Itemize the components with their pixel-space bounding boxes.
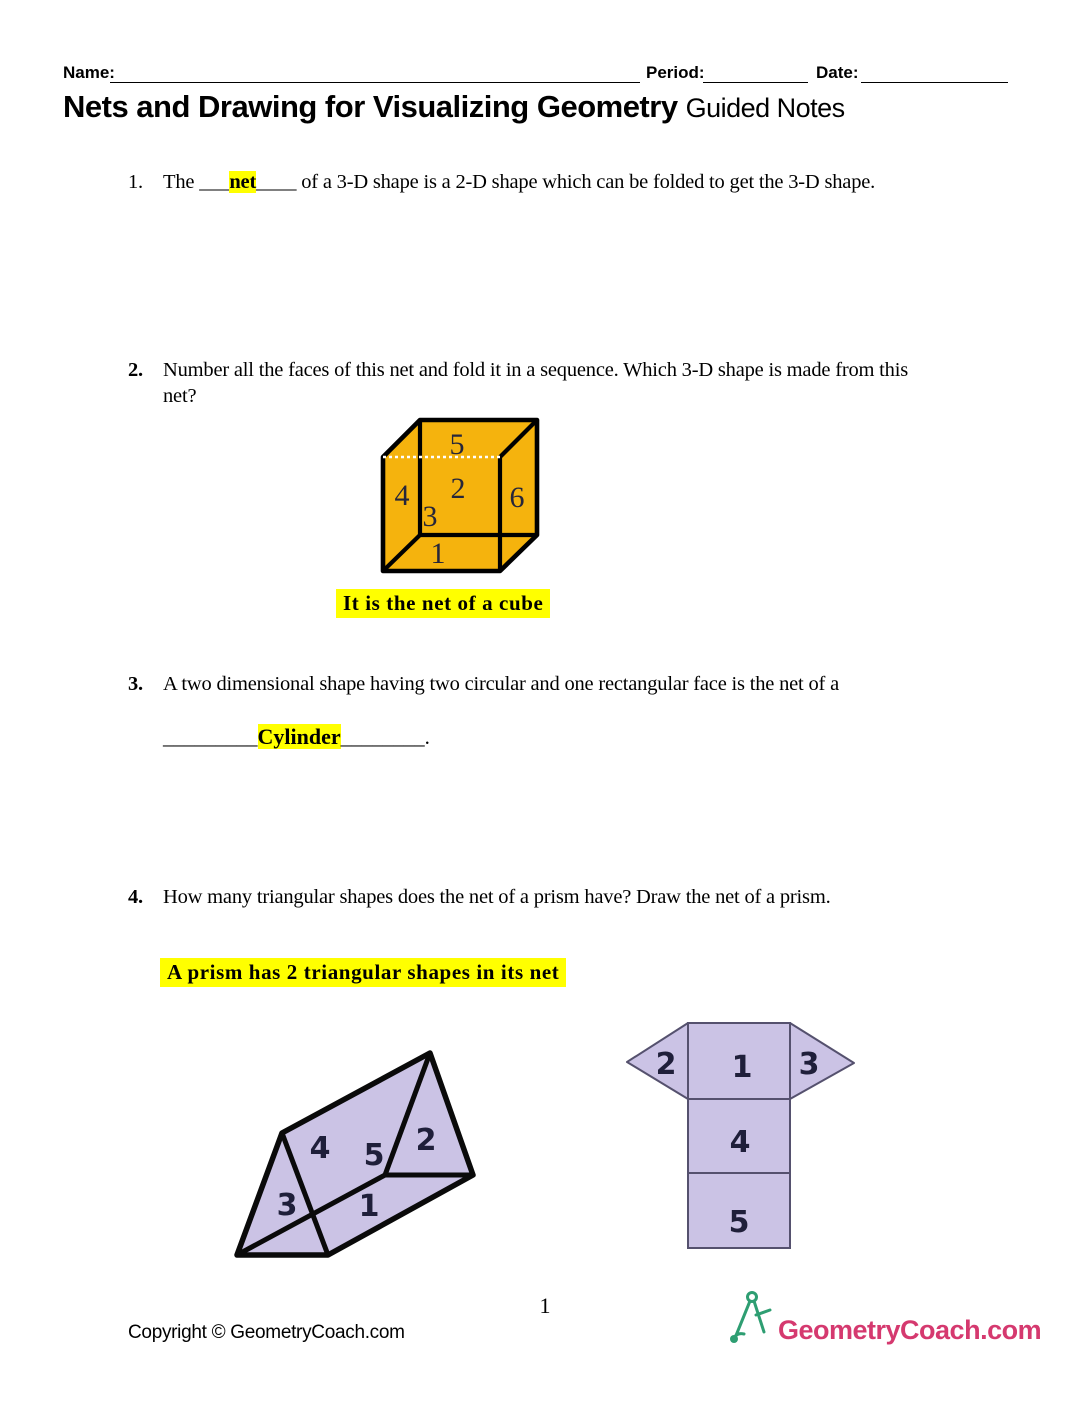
question-2-line1: Number all the faces of this net and fold it in a sequence. Which 3-D shape is made from this xyxy=(163,359,908,381)
prism-face-label-right-triangle: 2 xyxy=(415,1123,437,1158)
prism-face-label-left-triangle: 3 xyxy=(276,1188,298,1223)
question-1-post: ____ of a 3-D shape is a 2-D shape which can be folded to get the 3-D shape. xyxy=(256,171,876,193)
question-1 xyxy=(128,169,1048,195)
cube-face-label-left: 4 xyxy=(394,479,410,512)
cube-face-label-top: 5 xyxy=(449,428,465,461)
copyright-text: Copyright © GeometryCoach.com xyxy=(128,1322,405,1343)
triangular-prism-diagram xyxy=(225,1040,485,1265)
date-blank-line xyxy=(861,64,1008,83)
page-number: 1 xyxy=(539,1293,551,1318)
net-face-label-bottom-square: 5 xyxy=(728,1205,750,1240)
cube-face-label-inner: 3 xyxy=(422,500,438,533)
question-3-blank-post: ________. xyxy=(340,725,430,749)
cube-diagram xyxy=(371,408,547,580)
question-3-answer-highlight: Cylinder xyxy=(257,724,341,749)
name-label: Name: xyxy=(63,63,115,82)
question-3-text: A two dimensional shape having two circular and one rectangular face is the net of a xyxy=(163,673,839,695)
question-4 xyxy=(128,884,1048,910)
name-blank-line xyxy=(110,64,640,83)
period-label: Period: xyxy=(646,63,705,82)
question-3-number: 3. xyxy=(128,673,143,695)
question-1-answer-highlight: net xyxy=(229,171,257,193)
geometrycoach-logo xyxy=(726,1288,1041,1346)
question-2-answer-highlight: It is the net of a cube xyxy=(336,589,550,618)
cube-face-label-front: 2 xyxy=(450,472,466,505)
question-3-answer-line xyxy=(163,724,430,750)
page-title xyxy=(63,89,845,125)
question-4-answer-highlight: A prism has 2 triangular shapes in its net xyxy=(160,958,566,987)
page-title-sub: Guided Notes xyxy=(685,93,845,123)
logo-text: GeometryCoach.com xyxy=(778,1315,1042,1345)
compass-foot xyxy=(730,1335,738,1343)
question-4-number: 4. xyxy=(128,886,143,908)
page-title-main: Nets and Drawing for Visualizing Geometry xyxy=(63,89,678,124)
cube-face-label-bottom: 1 xyxy=(430,537,446,570)
net-face-label-middle-square: 4 xyxy=(729,1125,751,1160)
question-2 xyxy=(128,357,1048,409)
question-1-number: 1. xyxy=(128,171,143,193)
question-2-number: 2. xyxy=(128,359,143,381)
question-3 xyxy=(128,671,1048,697)
compass-icon xyxy=(726,1288,776,1346)
question-2-line2: net? xyxy=(163,385,197,407)
question-4-text: How many triangular shapes does the net of a prism have? Draw the net of a prism. xyxy=(163,886,831,908)
prism-face-label-top: 4 xyxy=(309,1131,331,1166)
net-face-label-top-square: 1 xyxy=(731,1050,753,1085)
period-blank-line xyxy=(703,64,808,83)
prism-face-label-bottom: 1 xyxy=(358,1189,380,1224)
prism-outline xyxy=(237,1053,473,1255)
cube-face-label-right: 6 xyxy=(509,481,525,514)
net-face-label-right-triangle: 3 xyxy=(798,1047,820,1082)
date-label: Date: xyxy=(816,63,859,82)
prism-net-diagram xyxy=(615,1012,863,1256)
question-1-text xyxy=(163,169,875,195)
question-1-pre: The ___ xyxy=(163,171,230,193)
question-3-blank-pre: _________ xyxy=(163,725,258,749)
net-face-label-left-triangle: 2 xyxy=(655,1047,677,1082)
question-2-text xyxy=(163,357,908,409)
prism-face-label-center: 5 xyxy=(363,1138,385,1173)
